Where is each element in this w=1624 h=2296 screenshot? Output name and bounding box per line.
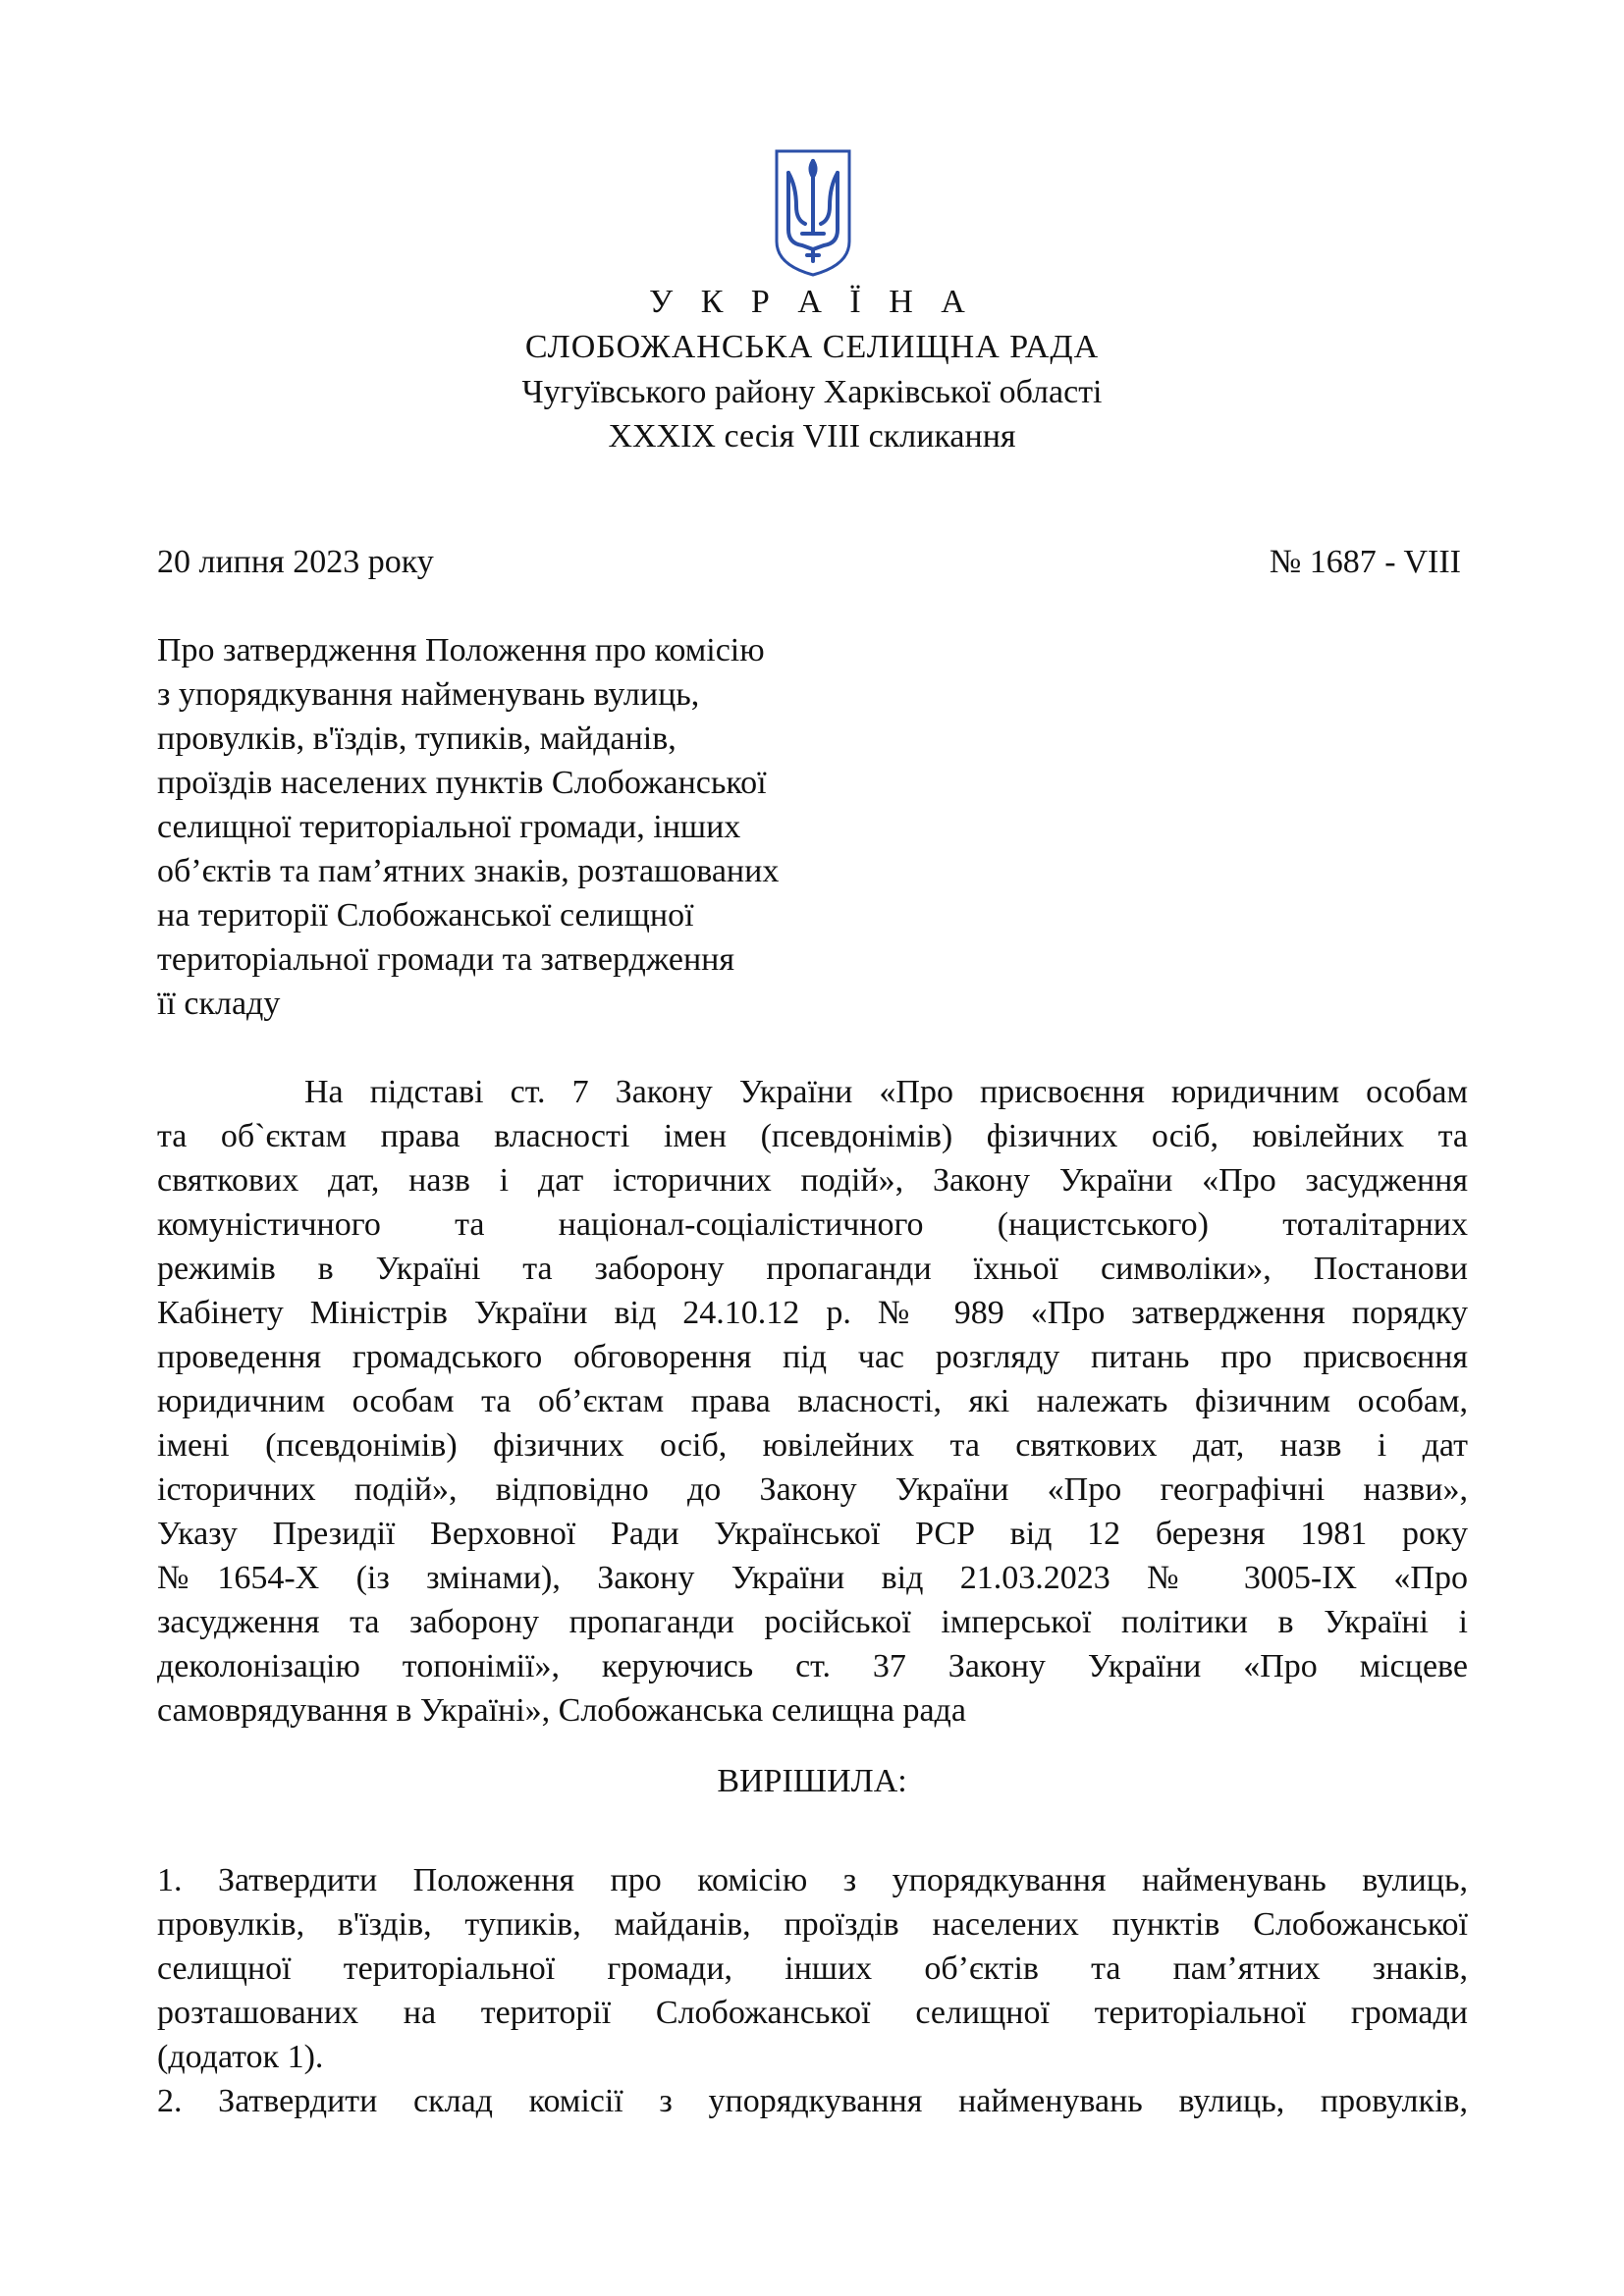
coat-of-arms-emblem bbox=[773, 147, 853, 279]
decision-number: № 1687 - VIII bbox=[1269, 544, 1461, 580]
item-line: селищної територіальної громади, інших об’єктів та пам’ятних знаків, bbox=[157, 1950, 1468, 1987]
preamble-line: проведення громадського обговорення під час розгляду питань про присвоєння bbox=[157, 1339, 1468, 1375]
header-council-name: СЛОБОЖАНСЬКА СЕЛИЩНА РАДА bbox=[524, 329, 1100, 365]
subject-line: територіальної громади та затвердження bbox=[157, 941, 734, 978]
subject-line: об’єктів та пам’ятних знаків, розташованих bbox=[157, 853, 780, 889]
preamble-line: комуністичного та націонал-соціалістичного (нацистського) тоталітарних bbox=[157, 1206, 1468, 1243]
resolution-items bbox=[157, 1858, 1468, 2123]
preamble-line: режимів в Україні та заборону пропаганди їхньої символіки», Постанови bbox=[157, 1251, 1468, 1287]
subject-line: на території Слобожанської селищної bbox=[157, 897, 694, 934]
item-line: 2. Затвердити склад комісії з упорядкування найменувань вулиць, провулків, bbox=[157, 2083, 1468, 2119]
item-line: провулків, в'їздів, тупиків, майданів, проїздів населених пунктів Слобожанської bbox=[157, 1906, 1468, 1943]
header-session: XXXIX сесія VIII скликання bbox=[608, 418, 1016, 454]
header-district: Чугуївського району Харківської області bbox=[521, 374, 1103, 410]
subject-line: з упорядкування найменувань вулиць, bbox=[157, 676, 700, 713]
preamble-line: та об`єктам права власності імен (псевдонімів) фізичних осіб, ювілейних та bbox=[157, 1118, 1468, 1154]
item-line: (додаток 1). bbox=[157, 2039, 324, 2075]
resolved-heading: ВИРІШИЛА: bbox=[717, 1763, 907, 1799]
subject-line: Про затвердження Положення про комісію bbox=[157, 632, 765, 668]
preamble-line: самоврядування в Україні», Слобожанська селищна рада bbox=[157, 1692, 966, 1729]
header-country: У К Р А Ї Н А bbox=[649, 284, 975, 320]
preamble-line: засудження та заборону пропаганди російської імперської політики в Україні і bbox=[157, 1604, 1468, 1640]
item-line: 1. Затвердити Положення про комісію з упорядкування найменувань вулиць, bbox=[157, 1862, 1468, 1898]
preamble-line: святкових дат, назв і дат історичних подій», Закону України «Про засудження bbox=[157, 1162, 1468, 1199]
subject-line: провулків, в'їздів, тупиків, майданів, bbox=[157, 721, 677, 757]
preamble-paragraph bbox=[157, 1070, 1468, 1733]
item-line: розташованих на території Слобожанської селищної територіальної громади bbox=[157, 1995, 1468, 2031]
subject-line: проїздів населених пунктів Слобожанської bbox=[157, 765, 767, 801]
decision-subject bbox=[157, 628, 903, 1026]
preamble-line: Кабінету Міністрів України від 24.10.12 р. № 989 «Про затвердження порядку bbox=[157, 1295, 1468, 1331]
subject-line: її складу bbox=[157, 986, 281, 1022]
decision-date: 20 липня 2023 року bbox=[157, 544, 434, 580]
preamble-line: На підставі ст. 7 Закону України «Про присвоєння юридичним особам bbox=[304, 1074, 1468, 1110]
preamble-line: Указу Президії Верховної Ради Української РСР від 12 березня 1981 року bbox=[157, 1516, 1468, 1552]
preamble-line: №1654-X (із змінами), Закону України від 21.03.2023 № 3005-IX «Про bbox=[157, 1560, 1468, 1596]
subject-line: селищної територіальної громади, інших bbox=[157, 809, 741, 845]
preamble-line: деколонізацію топонімії», керуючись ст. 37 Закону України «Про місцеве bbox=[157, 1648, 1468, 1684]
preamble-line: імені (псевдонімів) фізичних осіб, ювілейних та святкових дат, назв і дат bbox=[157, 1427, 1468, 1464]
preamble-line: історичних подій», відповідно до Закону України «Про географічні назви», bbox=[157, 1471, 1468, 1508]
preamble-line: юридичним особам та об’єктам права власності, які належать фізичним особам, bbox=[157, 1383, 1468, 1419]
